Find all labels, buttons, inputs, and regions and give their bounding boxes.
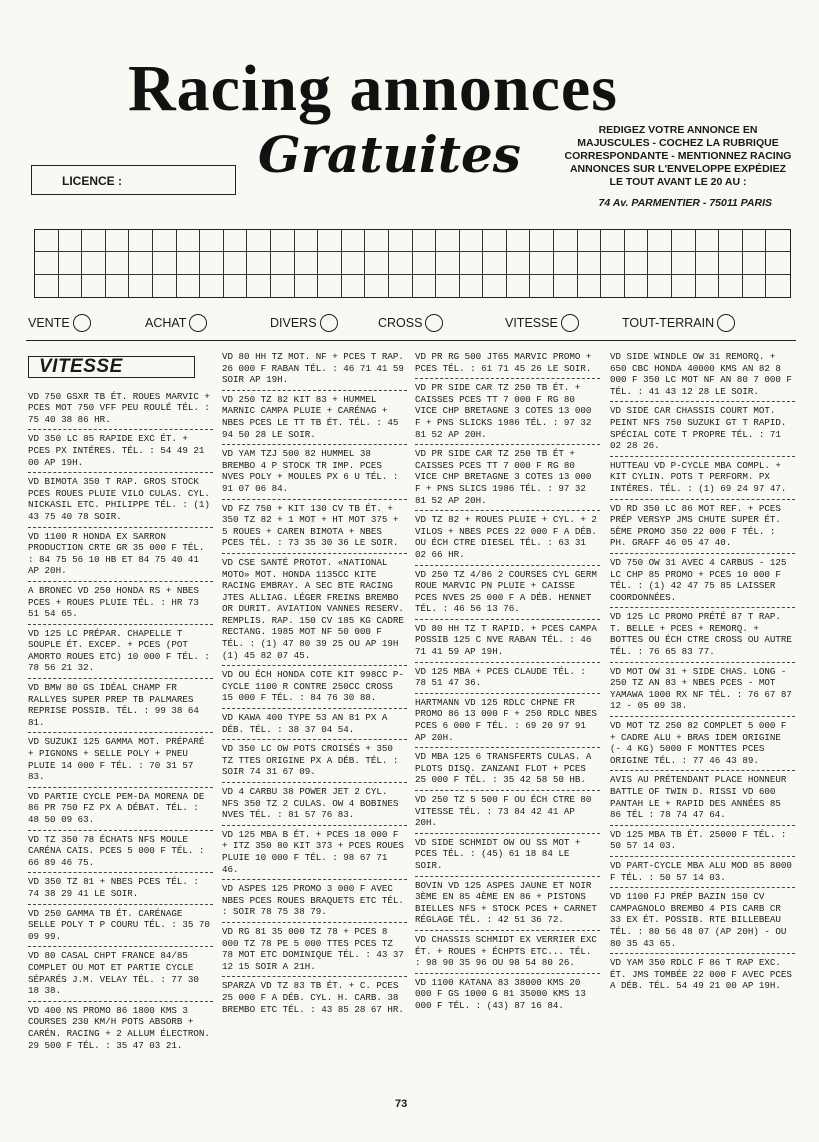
- grid-cell[interactable]: [153, 252, 177, 274]
- grid-cell[interactable]: [460, 252, 484, 274]
- ad-column-4: [610, 348, 795, 996]
- grid-cell[interactable]: [413, 230, 437, 252]
- grid-cell[interactable]: [389, 252, 413, 274]
- classified-ad: VD PR SIDE CAR TZ 250 TB ÉT + CAISSES PCES TT 7 000 F RG 80 VICE CHP BRETAGNE 3 COTES 13 000 F + PNS SLICS 1986 TÉL. : 97 32 81 52 AP 20H.: [415, 445, 600, 511]
- classified-ad: VD 125 LC PROMO PRÉTÉ 87 T RAP. T. BELLE + PCES + REMORQ. + BOTTES OU ÉCH CTRE CROSS OU AUTRE TÉL. : 76 65 83 77.: [610, 608, 795, 662]
- rubrique-label: DIVERS: [270, 316, 317, 330]
- grid-cell[interactable]: [224, 252, 248, 274]
- classified-ad: VD YAM 350 RDLC F 86 T RAP EXC. ÉT. JMS TOMBÉE 22 000 F AVEC PCES A DÉB. TÉL. 54 49 21 00 AP 19H.: [610, 957, 792, 992]
- grid-cell[interactable]: [743, 275, 767, 297]
- grid-cell[interactable]: [625, 275, 649, 297]
- grid-cell[interactable]: [59, 252, 83, 274]
- grid-cell[interactable]: [672, 252, 696, 274]
- grid-cell[interactable]: [766, 252, 790, 274]
- rubrique-vitesse[interactable]: [505, 314, 579, 332]
- script-subtitle: Gratuites: [258, 125, 521, 184]
- grid-cell[interactable]: [177, 230, 201, 252]
- grid-cell[interactable]: [507, 252, 531, 274]
- grid-cell[interactable]: [696, 252, 720, 274]
- rubrique-cross[interactable]: [378, 314, 443, 332]
- grid-cell[interactable]: [153, 230, 177, 252]
- grid-cell[interactable]: [35, 252, 59, 274]
- classified-ad: HARTMANN VD 125 RDLC CHPNE FR PROMO 86 13 000 F + 250 RDLC NBES PCES 6 000 F TÉL. : 69 20 97 91 AP 20H.: [415, 694, 600, 748]
- grid-cell[interactable]: [413, 252, 437, 274]
- ad-column-2: [222, 348, 407, 1019]
- grid-cell[interactable]: [578, 252, 602, 274]
- grid-cell[interactable]: [483, 275, 507, 297]
- grid-cell[interactable]: [436, 275, 460, 297]
- grid-cell[interactable]: [271, 252, 295, 274]
- classified-ad: VD YAM TZJ 500 82 HUMMEL 38 BREMBO 4 P STOCK TR IMP. PCES NVES POLY + MOULES PX 6 U TÉL. : 91 07 06 84.: [222, 445, 407, 499]
- checkbox-circle[interactable]: [320, 314, 338, 332]
- grid-cell[interactable]: [696, 230, 720, 252]
- classified-ad: VD RD 350 LC 86 MOT REF. + PCES PRÉP VERSYP JMS CHUTE SUPER ÉT. 5ÈME PROMO 350 22 000 F TÉL. : PH. GRAFF 46 05 47 40.: [610, 500, 795, 554]
- classified-ad: VD MOT OW 31 + SIDE CHAS. LONG - 250 TZ AN 83 + NBES PCES - MOT YAMAWA 1000 RX NF TÉL. : 76 67 87 12 - 05 09 38.: [610, 663, 795, 717]
- grid-cell[interactable]: [672, 275, 696, 297]
- classified-ad: BOVIN VD 125 ASPES JAUNE ET NOIR 3ÈME EN 85 4ÈME EN 86 + PISTONS BIELLES NFS + STOCK PCES + CARNET RÉGLAGE TÉL. : 42 51 36 72.: [415, 877, 600, 931]
- grid-cell[interactable]: [200, 252, 224, 274]
- grid-cell[interactable]: [35, 230, 59, 252]
- grid-cell[interactable]: [578, 230, 602, 252]
- grid-cell[interactable]: [200, 230, 224, 252]
- grid-cell[interactable]: [295, 275, 319, 297]
- grid-cell[interactable]: [318, 275, 342, 297]
- classified-ad: VD 250 TZ 5 500 F OU ÉCH CTRE 80 VITESSE TÉL. : 73 84 42 41 AP 20H.: [415, 791, 600, 834]
- grid-cell[interactable]: [483, 230, 507, 252]
- grid-cell[interactable]: [766, 230, 790, 252]
- grid-cell[interactable]: [530, 252, 554, 274]
- section-title: VITESSE: [28, 356, 195, 378]
- classified-ad: VD 750 GSXR TB ÉT. ROUES MARVIC + PCES MOT 750 VFF PEU ROULÉ TÉL. : 75 40 38 86 HR.: [28, 388, 213, 431]
- grid-cell[interactable]: [601, 275, 625, 297]
- grid-cell[interactable]: [153, 275, 177, 297]
- classified-ad: VD BIMOTA 350 T RAP. GROS STOCK PCES ROUES PLUIE VILO CULAS. CYL. NICKASIL ETC. PHILIPPE TÉL. : (1) 43 75 40 78 SOIR.: [28, 473, 213, 527]
- classified-ad: VD SUZUKI 125 GAMMA MOT. PRÉPARÉ + PIGNONS + SELLE POLY + PNEU PLUIE 14 000 F TÉL. : 70 31 57 83.: [28, 733, 213, 787]
- grid-cell[interactable]: [436, 230, 460, 252]
- grid-cell[interactable]: [271, 230, 295, 252]
- grid-cell[interactable]: [342, 252, 366, 274]
- rubrique-tout-terrain[interactable]: [622, 314, 735, 332]
- classified-ad: VD PR RG 500 JT65 MARVIC PROMO + PCES TÉL. : 61 71 45 26 LE SOIR.: [415, 348, 600, 379]
- grid-cell[interactable]: [129, 252, 153, 274]
- grid-cell[interactable]: [648, 230, 672, 252]
- ad-column-1: [28, 348, 213, 1055]
- classified-ad: VD TZ 350 78 ÉCHATS NFS MOULE CARÉNA CAIS. PCES 5 000 F TÉL. : 66 89 46 75.: [28, 831, 213, 874]
- grid-cell[interactable]: [318, 230, 342, 252]
- classified-ad: VD 80 HH TZ MOT. NF + PCES T RAP. 26 000 F RABAN TÉL. : 46 71 41 59 SOIR AP 19H.: [222, 348, 407, 391]
- grid-cell[interactable]: [200, 275, 224, 297]
- classified-ad: VD 4 CARBU 38 POWER JET 2 CYL. NFS 350 TZ 2 CULAS. OW 4 BOBINES NVES TÉL. : 81 57 76 83.: [222, 783, 407, 826]
- grid-cell[interactable]: [672, 230, 696, 252]
- grid-cell[interactable]: [342, 230, 366, 252]
- grid-cell[interactable]: [224, 275, 248, 297]
- grid-cell[interactable]: [554, 230, 578, 252]
- grid-cell[interactable]: [696, 275, 720, 297]
- classified-ad: SPARZA VD TZ 83 TB ÉT. + C. PCES 25 000 F A DÉB. CYL. H. CARB. 38 BREMBO ETC TÉL. : 43 85 28 67 HR.: [222, 980, 404, 1015]
- ad-column-3: [415, 348, 600, 1016]
- classified-ad: VD 1100 FJ PRÉP BAZIN 150 CV CAMPAGNOLO BREMBO 4 PIS CARB CR 33 EX ÉT. POSSIB. RTE BILLEBEAU TÉL. : 80 56 48 07 (AP 20H) - OU 80 35 43 65.: [610, 888, 795, 954]
- classified-ad: VD KAWA 400 TYPE 53 AN 81 PX A DÉB. TÉL. : 38 37 04 54.: [222, 709, 407, 740]
- classified-ad: VD 250 GAMMA TB ÉT. CARÉNAGE SELLE POLY T P COURU TÉL. : 35 70 09 99.: [28, 905, 213, 948]
- licence-field[interactable]: [31, 165, 236, 195]
- grid-cell[interactable]: [436, 252, 460, 274]
- rubrique-label: ACHAT: [145, 316, 187, 330]
- grid-cell[interactable]: [247, 252, 271, 274]
- classified-ad: VD BMW 80 GS IDÉAL CHAMP FR RALLYES SUPER PREP TB PALMARES REPRISE POSSIB. TÉL. : 99 38 64 81.: [28, 679, 213, 733]
- classified-ad: VD 250 TZ 82 KIT 83 + HUMMEL MARNIC CAMPA PLUIE + CARÉNAG + NBES PCES LE TT TB ÉT. TÉL. : 45 94 50 28 LE SOIR.: [222, 391, 407, 445]
- classified-ad: HUTTEAU VD P-CYCLE MBA COMPL. + KIT CYLIN. POTS T PERFORM. PX INTÉRES. TÉL. : (1) 69 24 97 47.: [610, 457, 795, 500]
- instructions: REDIGEZ VOTRE ANNONCE EN MAJUSCULES - COCHEZ LA RUBRIQUE CORRESPONDANTE - MENTIONNEZ RACING ANNONCES SUR L'ENVELOPPE EXPÉDIEZ LE TOUT AVANT LE 20 AU :: [564, 124, 792, 188]
- grid-cell[interactable]: [177, 252, 201, 274]
- grid-cell[interactable]: [648, 275, 672, 297]
- grid-cell[interactable]: [743, 252, 767, 274]
- grid-cell[interactable]: [129, 275, 153, 297]
- checkbox-circle[interactable]: [73, 314, 91, 332]
- classified-ad: A BRONEC VD 250 HONDA RS + NBES PCES + ROUES PLUIE TÉL. : HR 73 51 54 65.: [28, 582, 213, 625]
- classified-ad: VD PARTIE CYCLE PEM-DA MORENA DE 86 PR 750 FZ PX A DÉBAT. TÉL. : 48 50 09 63.: [28, 788, 213, 831]
- classified-ad: VD 250 TZ 4/86 2 COURSES CYL GERM ROUE MARVIC PN PLUIE + CAISSE PCES NVES 25 000 F A DÉB. HENNET TÉL. : 46 56 13 76.: [415, 566, 600, 620]
- grid-cell[interactable]: [719, 252, 743, 274]
- grid-cell[interactable]: [389, 230, 413, 252]
- grid-cell[interactable]: [460, 230, 484, 252]
- classified-ad: VD CHASSIS SCHMIDT EX VERRIER EXC ÉT. + ROUES + ÉCHPTS ETC... TÉL. : 98 90 35 96 OU 98 54 80 26.: [415, 931, 600, 974]
- classified-ad: VD SIDE SCHMIDT OW OU SS MOT + PCES TÉL. : (45) 61 18 84 LE SOIR.: [415, 834, 600, 877]
- grid-cell[interactable]: [483, 252, 507, 274]
- grid-cell[interactable]: [177, 275, 201, 297]
- licence-label: LICENCE :: [62, 174, 122, 188]
- classified-ad: VD 125 MBA B ÉT. + PCES 18 000 F + ITZ 350 80 KIT 373 + PCES ROUES PLUIE 10 000 F TÉL. : 98 67 71 46.: [222, 826, 407, 880]
- grid-cell[interactable]: [247, 275, 271, 297]
- grid-cell[interactable]: [530, 230, 554, 252]
- classified-ad: VD 350 TZ 81 + NBES PCES TÉL. : 74 38 29 41 LE SOIR.: [28, 873, 213, 904]
- grid-cell[interactable]: [554, 252, 578, 274]
- page-number: 73: [395, 1098, 408, 1110]
- classified-ad: VD 125 MBA TB ÉT. 25000 F TÉL. : 50 57 14 03.: [610, 826, 795, 857]
- classified-ad: VD CSE SANTÉ PROTOT. «NATIONAL MOTO» MOT. HONDA 1135CC KITE RACING EMBRAY. A SEC BTE RACING JTES ALLIAG. LÉGER FREINS BREMBO OR DURIT. AVIATION VANNES RESERV. REMPLIS. RAP. 150 CV 185 KG CADRE RECTANG. 1985 MOT NF 50 000 F TÉL. : (1) 47 80 39 25 OU AP 19H (1) 45 82 07 45.: [222, 554, 407, 666]
- grid-cell[interactable]: [719, 230, 743, 252]
- grid-cell[interactable]: [625, 252, 649, 274]
- grid-cell[interactable]: [389, 275, 413, 297]
- grid-cell[interactable]: [82, 275, 106, 297]
- grid-cell[interactable]: [460, 275, 484, 297]
- grid-cell[interactable]: [743, 230, 767, 252]
- classified-ad: VD SIDE CAR CHASSIS COURT MOT. PEINT NFS 750 SUZUKI GT T RAPID. SPÉCIAL COTE T PROPRE TÉL. : 71 02 28 26.: [610, 402, 795, 456]
- checkbox-circle[interactable]: [561, 314, 579, 332]
- grid-cell[interactable]: [507, 230, 531, 252]
- grid-cell[interactable]: [719, 275, 743, 297]
- classified-ad: VD 80 HH TZ T RAPID. + PCES CAMPA POSSIB 125 C NVE RABAN TÉL. : 46 71 41 59 AP 19H.: [415, 620, 600, 663]
- classified-ad: VD ASPES 125 PROMO 3 000 F AVEC NBES PCES ROUES BRAQUETS ETC TÉL. : SOIR 78 75 38 79.: [222, 880, 407, 923]
- divider: [26, 340, 796, 341]
- grid-cell[interactable]: [766, 275, 790, 297]
- ad-text-grid[interactable]: [34, 229, 791, 298]
- rubrique-vente[interactable]: [28, 314, 91, 332]
- classified-ad: AVIS AU PRÉTENDANT PLACE HONNEUR BATTLE OF TWIN D. RISSI VD 600 PANTAH LE + RAPID DES ANNÉES 85 86 TÉL : 78 74 47 64.: [610, 771, 795, 825]
- grid-cell[interactable]: [601, 230, 625, 252]
- grid-cell[interactable]: [365, 230, 389, 252]
- classified-ad: VD OU ÉCH HONDA COTE KIT 998CC P-CYCLE 1100 R CONTRE 250CC CROSS 15 000 F TÉL. : 84 76 30 88.: [222, 666, 407, 709]
- classified-ad: VD 750 OW 31 AVEC 4 CARBUS - 125 LC CHP 85 PROMO + PCES 10 000 F TÉL. : (1) 42 47 75 85 LAISSER COORDONNÉES.: [610, 554, 795, 608]
- classified-ad: VD 350 LC OW POTS CROISÉS + 350 TZ TTES ORIGINE PX A DÉB. TÉL. : SOIR 74 31 67 09.: [222, 740, 407, 783]
- grid-cell[interactable]: [224, 230, 248, 252]
- grid-cell[interactable]: [59, 230, 83, 252]
- grid-cell[interactable]: [365, 252, 389, 274]
- rubrique-label: VITESSE: [505, 316, 558, 330]
- classified-ad: VD PR SIDE CAR TZ 250 TB ÉT. + CAISSES PCES TT 7 000 F RG 80 VICE CHP BRETAGNE 3 COTES 13 000 F + PNS SLICKS 1986 TÉL. : 97 32 81 52 AP 20H.: [415, 379, 600, 445]
- grid-cell[interactable]: [648, 252, 672, 274]
- checkbox-circle[interactable]: [425, 314, 443, 332]
- grid-cell[interactable]: [365, 275, 389, 297]
- classified-ad: VD 125 LC PRÉPAR. CHAPELLE T SOUPLE ÉT. EXCEP. + PCES (POT AMORTO ROUES ETC) 10 000 F TÉL. : 78 56 21 32.: [28, 625, 213, 679]
- grid-cell[interactable]: [318, 252, 342, 274]
- grid-cell[interactable]: [342, 275, 366, 297]
- classified-ad: VD 400 NS PROMO 86 1800 KMS 3 COURSES 230 KM/H POTS ABSORB + CARÉN. RACING + 2 ALLUM ÉLECTRON. 29 500 F TÉL. : 35 47 03 21.: [28, 1004, 210, 1051]
- classified-ad: VD 1100 KATANA 83 38000 KMS 20 000 F GS 1000 G 81 35000 KMS 13 000 F TÉL. : (43) 87 16 84.: [415, 976, 586, 1011]
- grid-cell[interactable]: [295, 252, 319, 274]
- grid-cell[interactable]: [578, 275, 602, 297]
- classified-ad: VD FZ 750 + KIT 130 CV TB ÉT. + 350 TZ 82 + 1 MOT + HT MOT 375 + 5 ROUES + CAREN BIMOTA + NBES PCES TÉL. : 73 35 30 36 LE SOIR.: [222, 500, 407, 554]
- classified-ad: VD 80 CASAL CHPT FRANCE 84/85 COMPLET OU MOT ET PARTIE CYCLE SÉPARÉS J.M. VELAY TÉL. : 77 30 18 38.: [28, 947, 213, 1001]
- grid-cell[interactable]: [59, 275, 83, 297]
- classified-ad: VD MOT TZ 250 82 COMPLET 5 000 F + CADRE ALU + BRAS IDEM ORIGINE (- 4 KG) 5000 F MONTTES PCES ORIGINE TÉL. : 77 46 43 89.: [610, 717, 795, 771]
- grid-cell[interactable]: [295, 230, 319, 252]
- grid-cell[interactable]: [625, 230, 649, 252]
- rubrique-label: CROSS: [378, 316, 423, 330]
- checkbox-circle[interactable]: [717, 314, 735, 332]
- grid-cell[interactable]: [271, 275, 295, 297]
- grid-cell[interactable]: [82, 252, 106, 274]
- rubrique-achat[interactable]: [145, 314, 207, 332]
- grid-cell[interactable]: [82, 230, 106, 252]
- classified-ad: VD PART-CYCLE MBA ALU MOD 85 8000 F TÉL. : 50 57 14 03.: [610, 857, 795, 888]
- classified-ad: VD SIDE WINDLE OW 31 REMORQ. + 650 CBC HONDA 40000 KMS AN 82 8 000 F 350 LC MOT NF AN 80 7 000 F TÉL. : 41 43 12 28 LE SOIR.: [610, 348, 795, 402]
- checkbox-circle[interactable]: [189, 314, 207, 332]
- grid-cell[interactable]: [530, 275, 554, 297]
- rubrique-label: TOUT-TERRAIN: [622, 316, 715, 330]
- grid-cell[interactable]: [106, 230, 130, 252]
- grid-cell[interactable]: [247, 230, 271, 252]
- grid-cell[interactable]: [106, 252, 130, 274]
- classified-ad: VD 350 LC 85 RAPIDE EXC ÉT. + PCES PX INTÉRES. TÉL. : 54 49 21 00 AP 19H.: [28, 430, 213, 473]
- classified-ad: VD MBA 125 6 TRANSFERTS CULAS. A PLOTS DISQ. ZANZANI FLOT + PCES 25 000 F TÉL. : 35 42 58 50 HB.: [415, 748, 600, 791]
- grid-cell[interactable]: [413, 275, 437, 297]
- grid-cell[interactable]: [35, 275, 59, 297]
- rubrique-label: VENTE: [28, 316, 70, 330]
- classified-ad: VD 1100 R HONDA EX SARRON PRODUCTION CRTE GR 35 000 F TÉL. : 84 75 56 10 HB ET 84 75 40 41 AP 20H.: [28, 528, 213, 582]
- rubrique-divers[interactable]: [270, 314, 338, 332]
- classified-ad: VD TZ 82 + ROUES PLUIE + CYL. + 2 VILOS + NBES PCES 22 000 F A DÉB. OU ÉCH CTRE DIESEL TÉL. : 63 31 02 66 HR.: [415, 511, 600, 565]
- grid-cell[interactable]: [601, 252, 625, 274]
- grid-cell[interactable]: [129, 230, 153, 252]
- magazine-title: Racing annonces: [128, 52, 618, 125]
- mailing-address: 74 Av. PARMENTIER - 75011 PARIS: [598, 197, 772, 209]
- classified-ad: VD RG 81 35 000 TZ 78 + PCES 8 000 TZ 78 PE 5 000 TTES PCES TZ 78 MOT ETC DOMINIQUE TÉL. : 43 37 12 15 SOIR A 21H.: [222, 923, 407, 977]
- grid-cell[interactable]: [554, 275, 578, 297]
- grid-cell[interactable]: [106, 275, 130, 297]
- grid-cell[interactable]: [507, 275, 531, 297]
- classified-ad: VD 125 MBA + PCES CLAUDE TÉL. : 78 51 47 36.: [415, 663, 600, 694]
